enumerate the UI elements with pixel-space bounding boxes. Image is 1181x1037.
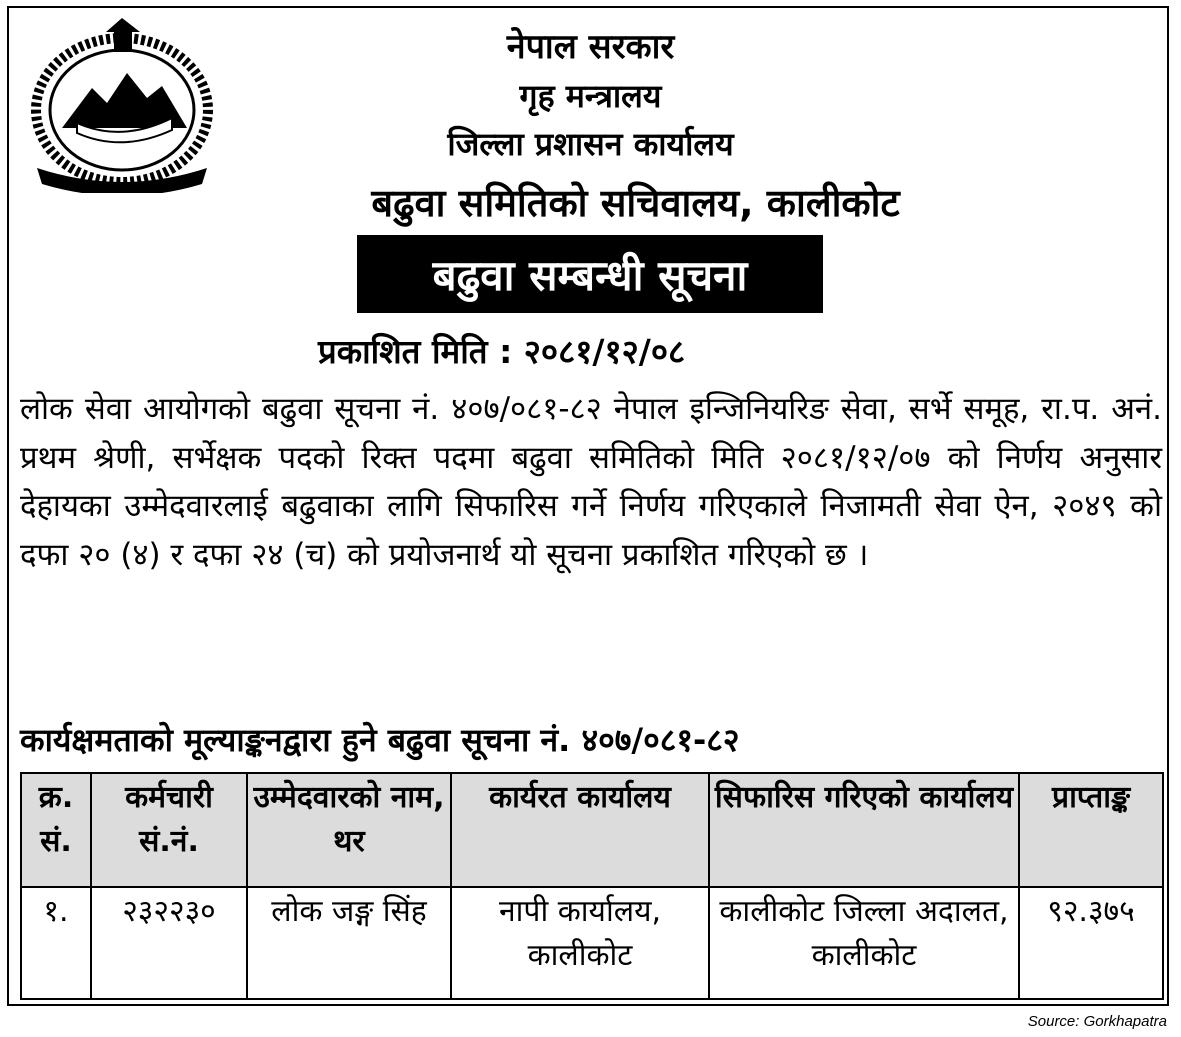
header-office: जिल्ला प्रशासन कार्यालय: [447, 125, 734, 163]
col-current-office: कार्यरत कार्यालय: [451, 773, 709, 887]
table-header-row: [21, 773, 1163, 887]
header-secretariat: बढुवा समितिको सचिवालय, कालीकोट: [371, 181, 900, 225]
col-recommended-office: सिफारिस गरिएको कार्यालय: [709, 773, 1019, 887]
cell-score: ९२.३७५: [1019, 887, 1163, 999]
col-employee-id: कर्मचारी सं.नं.: [91, 773, 247, 887]
table-heading: कार्यक्षमताको मूल्याङ्कनद्वारा हुने बढुवा सूचना नं. ४०७/०८१-८२: [20, 721, 740, 759]
col-serial: क्र. सं.: [21, 773, 91, 887]
cell-candidate-name: लोक जङ्ग सिंह: [247, 887, 451, 999]
notice-title: बढुवा सम्बन्धी सूचना: [357, 235, 823, 313]
table-row: [21, 887, 1163, 999]
cell-current-office: नापी कार्यालय, कालीकोट: [451, 887, 709, 999]
header-government: नेपाल सरकार: [506, 27, 675, 67]
cell-recommended-office: कालीकोट जिल्ला अदालत, कालीकोट: [709, 887, 1019, 999]
cell-serial: १.: [21, 887, 91, 999]
recommendation-table: [20, 772, 1164, 1000]
source-credit: Source: Gorkhapatra: [1027, 1013, 1167, 1030]
published-date: प्रकाशित मिति : २०८१/१२/०८: [318, 332, 686, 371]
notice-body: लोक सेवा आयोगको बढुवा सूचना नं. ४०७/०८१-८२ नेपाल इन्जिनियरिङ सेवा, सर्भे समूह, रा.प. अनं. प्रथम श्रेणी, सर्भेक्षक पदको रिक्त पदमा बढुवा समितिको मिति २०८१/१२/०७ को निर्णय अनुसार देहायका उम्मेदवारलाई बढुवाका लागि सिफारिस गर्ने निर्णय गरिएकाले निजामती सेवा ऐन, २०४९ को दफा २० (४) र दफा २४ (च) को प्रयोजनार्थ यो सूचना प्रकाशित गरिएको छ ।: [20, 391, 1162, 573]
col-score: प्राप्ताङ्क: [1019, 773, 1163, 887]
cell-employee-id: २३२२३०: [91, 887, 247, 999]
header-ministry: गृह मन्त्रालय: [519, 77, 662, 115]
col-candidate-name: उम्मेदवारको नाम, थर: [247, 773, 451, 887]
